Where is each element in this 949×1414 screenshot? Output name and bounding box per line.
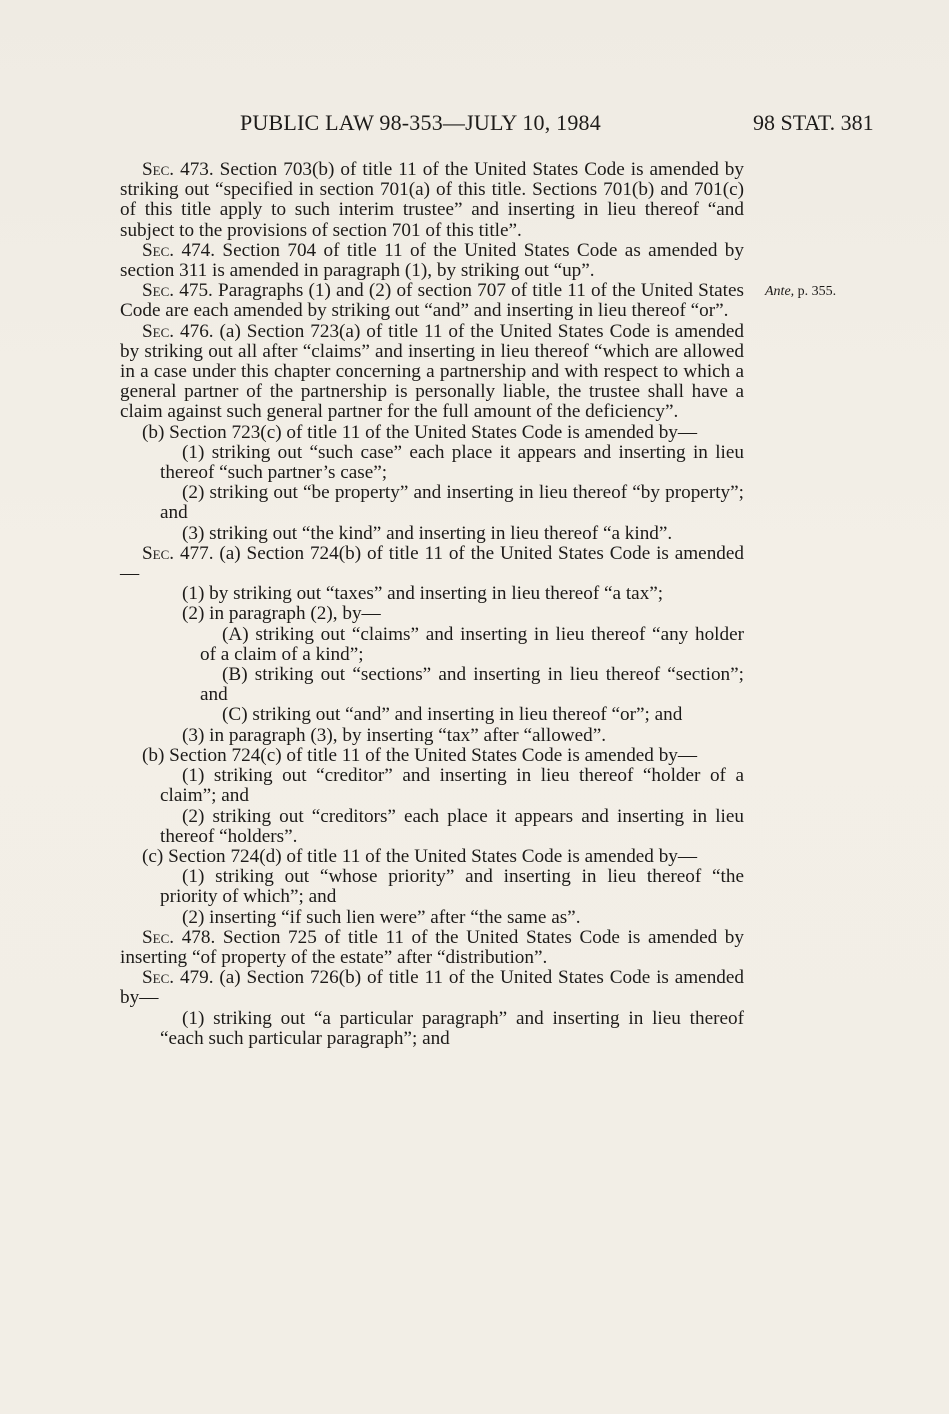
section-477-b-2: (2) striking out “creditors” each place it appears and inserting in lieu thereof “holders”. xyxy=(160,805,744,847)
section-476-b-2: (2) striking out “be property” and inserting in lieu thereof “by property”; and xyxy=(160,482,744,524)
section-476-b-1: (1) striking out “such case” each place it appears and inserting in lieu thereof “such partner’s case”; xyxy=(160,441,744,484)
margin-note-page: p. 355. xyxy=(797,284,837,299)
section-479-a: Sec. 479. (a) Section 726(b) of title 11 of the United States Code is amended by— xyxy=(120,967,744,1009)
section-477-b: (b) Section 724(c) of title 11 of the United States Code is amended by— xyxy=(142,744,698,766)
section-477-b-1: (1) striking out “creditor” and inserting in lieu thereof “holder of a claim”; and xyxy=(160,765,744,807)
section-478: Sec. 478. Section 725 of title 11 of the United States Code is amended by inserting “of property of the estate” after “distribution”. xyxy=(120,926,744,968)
running-header-title: PUBLIC LAW 98-353—JULY 10, 1984 xyxy=(240,110,601,135)
section-477-a-1: (1) by striking out “taxes” and inserting in lieu thereof “a tax”; xyxy=(182,583,664,605)
section-477-a: Sec. 477. (a) Section 724(b) of title 11 of the United States Code is amended— xyxy=(120,542,744,585)
section-476-a: Sec. 476. (a) Section 723(a) of title 11 of the United States Code is amended by striking out all after “claims” and inserting in lieu thereof “which are allowed in a case under this chapter concerning a partnership and with respect to which a general partner of the partnership is personally liable, the trustee shall have a claim against such general partner for the full amount of the deficiency”. xyxy=(120,320,744,423)
margin-note-ref: Ante, xyxy=(765,284,795,299)
statute-page-number: 98 STAT. 381 xyxy=(753,110,874,135)
section-477-c-2: (2) inserting “if such lien were” after “the same as”. xyxy=(182,906,581,928)
section-474: Sec. 474. Section 704 of title 11 of the United States Code as amended by section 311 is amended in paragraph (1), by striking out “up”. xyxy=(120,239,744,282)
section-475: Sec. 475. Paragraphs (1) and (2) of section 707 of title 11 of the United States Code are each amended by striking out “and” and inserting in lieu thereof “or”. xyxy=(120,280,744,322)
section-477-a-3: (3) in paragraph (3), by inserting “tax” after “allowed”. xyxy=(182,724,607,746)
section-476-b-3: (3) striking out “the kind” and inserting in lieu thereof “a kind”. xyxy=(182,522,673,544)
document-body xyxy=(120,160,744,1049)
margin-note xyxy=(765,284,836,300)
section-477-a-2-C: (C) striking out “and” and inserting in lieu thereof “or”; and xyxy=(222,704,683,726)
section-473: Sec. 473. Section 703(b) of title 11 of the United States Code is amended by striking out “specified in section 701(a) of this title. Sections 701(b) and 701(c) of this title apply to such interim trustee” and inserting in lieu thereof “and subject to the provisions of section 701 of this title”. xyxy=(120,159,744,241)
section-477-c-1: (1) striking out “whose priority” and inserting in lieu thereof “the priority of which”; and xyxy=(160,866,744,908)
section-477-a-2: (2) in paragraph (2), by— xyxy=(182,603,381,625)
section-477-a-2-A: (A) striking out “claims” and inserting in lieu thereof “any holder of a claim of a kind”; xyxy=(200,623,744,665)
section-477-a-2-B: (B) striking out “sections” and inserting in lieu thereof “section”; and xyxy=(200,664,744,706)
section-477-c: (c) Section 724(d) of title 11 of the United States Code is amended by— xyxy=(142,845,698,867)
section-476-b: (b) Section 723(c) of title 11 of the United States Code is amended by— xyxy=(142,421,698,443)
section-479-a-1: (1) striking out “a particular paragraph” and inserting in lieu thereof “each such particular paragraph”; and xyxy=(160,1007,744,1049)
